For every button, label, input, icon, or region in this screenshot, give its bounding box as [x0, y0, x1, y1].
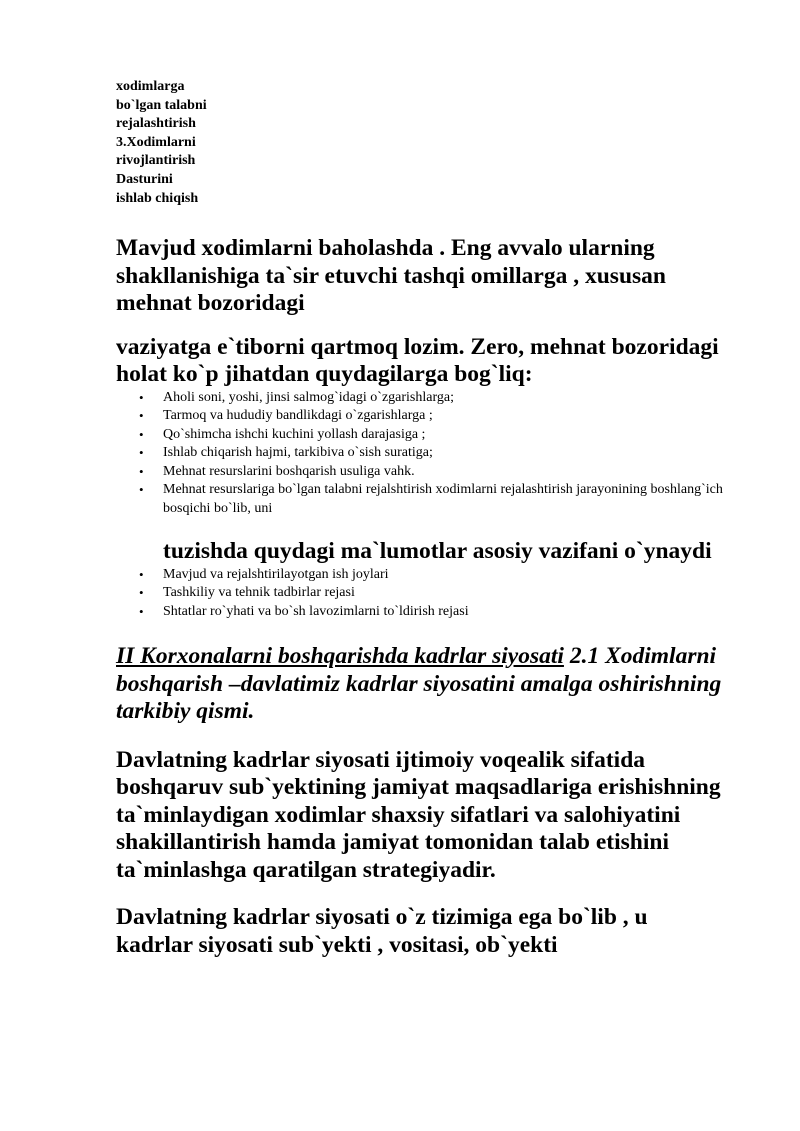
list-item: • Tashkiliy va tehnik tadbirlar rejasi: [116, 584, 748, 603]
top-line: rejalashtirish: [116, 116, 196, 132]
paragraph-line: kadrlar siyosati sub`yekti , vositasi, ob`yekti: [116, 931, 558, 958]
list-item: • Mehnat resurslarini boshqarish usuliga vahk.: [116, 463, 748, 482]
heading-line: shakllanishiga ta`sir etuvchi tashqi omillarga , xususan: [116, 262, 666, 289]
paragraph-line: shakillantirish hamda jamiyat tomonidan talab etishini: [116, 829, 670, 856]
list-item: • Ishlab chiqarish hajmi, tarkibiva o`sish suratiga;: [116, 444, 748, 463]
section-heading-line: tarkibiy qismi.: [116, 698, 255, 725]
paragraph-line: boshqaruv sub`yektining jamiyat maqsadlariga erishishning: [116, 774, 721, 801]
information-list: [116, 566, 748, 622]
indented-heading: tuzishda quydagi ma`lumotlar asosiy vazifani o`ynaydi: [163, 538, 712, 565]
list-item: • Mavjud va rejalshtirilayotgan ish joylari: [116, 566, 748, 585]
paragraph-tizim: [116, 904, 748, 959]
top-line: bo`lgan talabni: [116, 97, 207, 113]
top-line: Dasturini: [116, 171, 173, 187]
section-heading-line: [116, 643, 748, 671]
heading-line: vaziyatga e`tiborni qartmoq lozim. Zero, mehnat bozoridagi: [116, 333, 719, 360]
section-heading: [116, 643, 748, 726]
list-item: • Mehnat resurslariga bo`lgan talabni rejalshtirish xodimlarni rejalashtirish jarayonining boshlang`ich bosqichi bo`lib, uni: [116, 481, 748, 518]
list-item: • Tarmoq va hududiy bandlikdagi o`zgarishlarga ;: [116, 407, 748, 426]
heading-line: holat ko`p jihatdan quydagilarga bog`liq:: [116, 361, 533, 388]
heading-line: mehnat bozoridagi: [116, 290, 305, 317]
top-line: 3.Xodimlarni: [116, 134, 196, 150]
paragraph-line: Davlatning kadrlar siyosati ijtimoiy voqealik sifatida: [116, 746, 646, 773]
paragraph-line: Davlatning kadrlar siyosati o`z tizimiga ega bo`lib , u: [116, 904, 648, 931]
section-heading-line: boshqarish –davlatimiz kadrlar siyosatini amalga oshirishning: [116, 670, 722, 697]
paragraph-line: ta`minlaydigan xodimlar shaxsiy sifatlari va salohiyatini: [116, 801, 681, 828]
heading-vaziyatga: [116, 334, 748, 389]
subsection-title: 2.1 Xodimlarni: [563, 643, 717, 670]
paragraph-line: ta`minlashga qaratilgan strategiyadir.: [116, 856, 496, 883]
list-item: • Qo`shimcha ishchi kuchini yollash darajasiga ;: [116, 426, 748, 445]
document-page: [116, 78, 748, 959]
section-title-underlined: II Korxonalarni boshqarishda kadrlar siyosati: [116, 643, 564, 670]
heading-line: Mavjud xodimlarni baholashda . Eng avvalo ularning: [116, 235, 655, 262]
heading-mavjud-xodimlar: [116, 235, 748, 318]
factors-list: [116, 389, 748, 482]
top-fragment: [116, 78, 748, 208]
list-item: • Aholi soni, yoshi, jinsi salmog`idagi o`zgarishlarga;: [116, 389, 748, 408]
planning-list: [116, 481, 748, 518]
top-line: xodimlarga: [116, 79, 185, 94]
paragraph-kadrlar-siyosati: [116, 747, 748, 885]
top-line: rivojlantirish: [116, 153, 196, 169]
list-item: • Shtatlar ro`yhati va bo`sh lavozimlarni to`ldirish rejasi: [116, 603, 748, 622]
top-line: ishlab chiqish: [116, 190, 199, 206]
